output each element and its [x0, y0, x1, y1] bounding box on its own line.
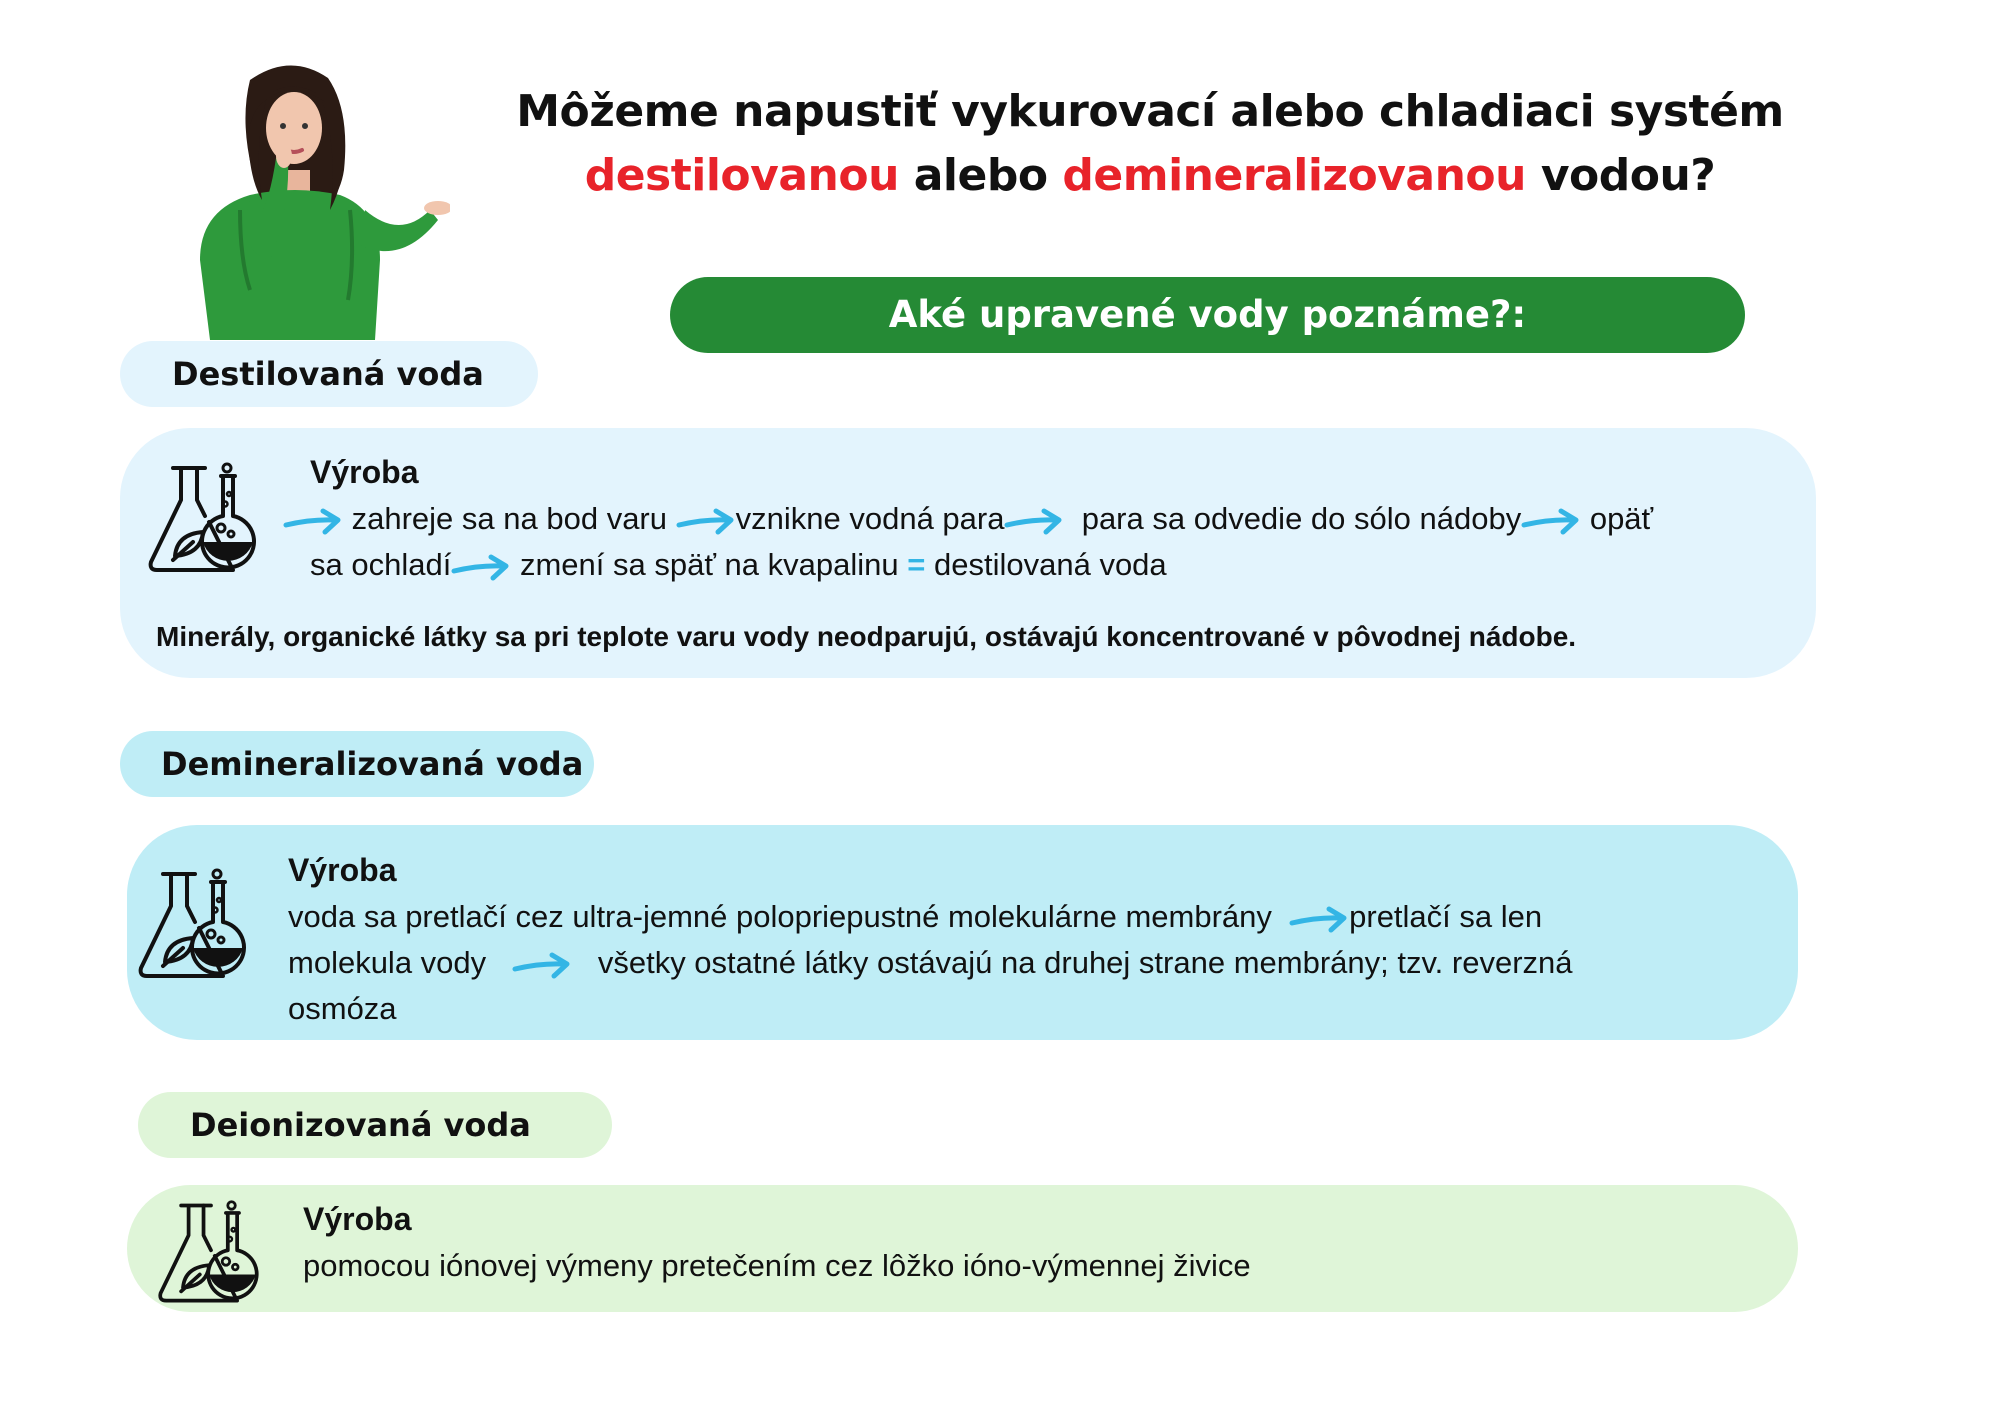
distilled-step-6: zmení sa späť na kvapalinu	[519, 547, 899, 582]
arrow-right-icon	[1521, 506, 1581, 536]
page-title	[400, 80, 1900, 208]
lab-flasks-icon	[145, 460, 265, 580]
section-label-deionized: Deionizovaná voda	[138, 1092, 612, 1158]
arrow-right-icon	[283, 506, 343, 536]
title-word-water: vodou?	[1540, 150, 1716, 201]
arrow-right-icon	[451, 552, 511, 582]
lab-flasks-icon	[155, 1198, 267, 1310]
equals-sign: =	[907, 547, 926, 582]
distilled-step-3: para sa odvedie do sólo nádoby	[1081, 501, 1522, 536]
demineralized-text-4: všetky ostatné látky ostávajú na druhej strane membrány; tzv. reverzná	[597, 945, 1573, 980]
distilled-heading: Výroba	[310, 454, 419, 490]
demineralized-text-5: osmóza	[288, 991, 397, 1026]
distilled-step-5: sa ochladí	[310, 547, 452, 582]
arrow-right-icon	[512, 950, 572, 980]
title-word-demineralized: demineralizovanou	[1062, 150, 1526, 201]
distilled-step-2: vznikne vodná para	[735, 501, 1005, 536]
subheader-banner: Aké upravené vody poznáme?:	[670, 277, 1745, 353]
section-label-distilled: Destilovaná voda	[120, 341, 538, 407]
arrow-right-icon	[676, 506, 736, 536]
distilled-process	[283, 449, 1783, 588]
distilled-step-1: zahreje sa na bod varu	[351, 501, 667, 536]
arrow-right-icon	[1289, 904, 1349, 934]
deionized-text: pomocou iónovej výmeny pretečením cez lôžko ióno-výmennej živice	[303, 1248, 1251, 1283]
demineralized-process	[288, 847, 1788, 1032]
section-label-demineralized: Demineralizovaná voda	[120, 731, 594, 797]
distilled-step-4: opäť	[1589, 501, 1654, 536]
lab-flasks-icon	[135, 866, 255, 986]
arrow-right-icon	[1004, 506, 1064, 536]
title-word-or: alebo	[913, 150, 1048, 201]
demineralized-text-3: molekula vody	[288, 945, 487, 980]
title-word-distilled: destilovanou	[584, 150, 899, 201]
distilled-result: destilovaná voda	[934, 547, 1167, 582]
title-line-1: Môžeme napustiť vykurovací alebo chladiaci systém	[516, 86, 1784, 137]
demineralized-heading: Výroba	[288, 852, 397, 888]
deionized-process	[303, 1196, 1753, 1289]
demineralized-text-1: voda sa pretlačí cez ultra-jemné polopriepustné molekulárne membrány	[288, 899, 1272, 934]
title-line-2	[400, 144, 1900, 208]
distilled-note: Minerály, organické látky sa pri teplote varu vody neodparujú, ostávajú koncentrované v pôvodnej nádobe.	[156, 621, 1577, 652]
deionized-heading: Výroba	[303, 1201, 412, 1237]
demineralized-text-2: pretlačí sa len	[1349, 899, 1543, 934]
